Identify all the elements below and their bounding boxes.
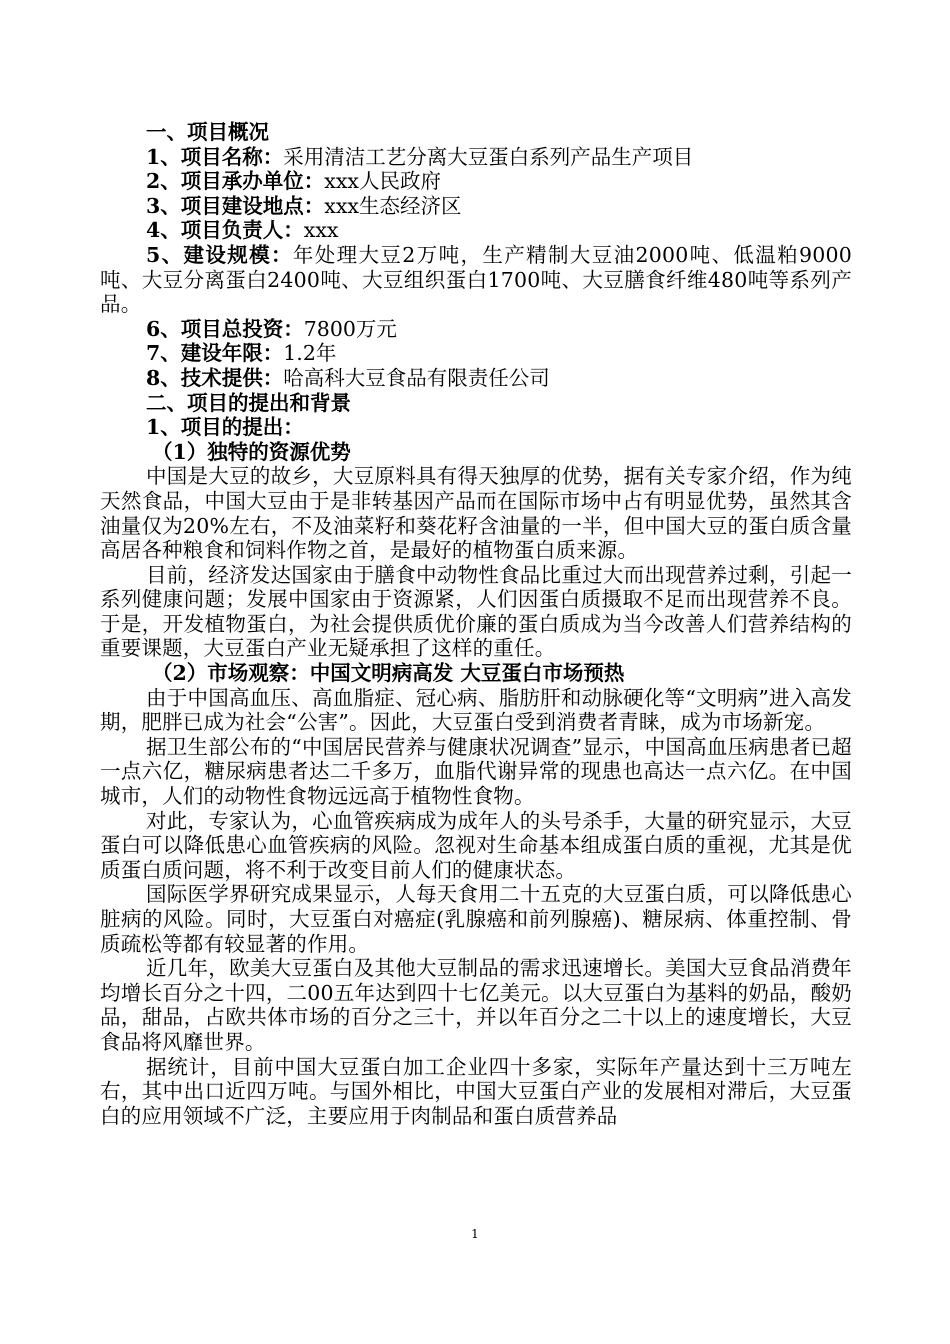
section-heading-overview: 一、项目概况 [146, 120, 269, 144]
item-value: xxx人民政府 [324, 169, 441, 194]
paragraph: 近几年，欧美大豆蛋白及其他大豆制品的需求迅速增长。美国大豆食品消费年均增长百分之十四，二00五年达到四十七亿美元。以大豆蛋白为基料的奶品，酸奶品，甜品，占欧共体市场的百分之三十，并以年百分之二十以上的速度增长，大豆食品将风靡世界。 [100, 956, 852, 1054]
item-label: 4、项目负责人： [146, 218, 304, 243]
item-value: 1.2年 [283, 341, 337, 366]
item-person-in-charge [100, 218, 852, 243]
item-host-unit [100, 169, 852, 194]
item-label: 6、项目总投资： [146, 316, 304, 341]
section-heading-background: 二、项目的提出和背景 [146, 390, 351, 415]
part-heading-market: （2）市场观察：中国文明病高发 大豆蛋白市场预热 [152, 661, 625, 686]
paragraph: 国际医学界研究成果显示，人每天食用二十五克的大豆蛋白质，可以降低患心脏病的风险。同时，大豆蛋白对癌症(乳腺癌和前列腺癌)、糖尿病、体重控制、骨质疏松等都有较显著的作用。 [100, 882, 852, 956]
paragraph: 据卫生部公布的“中国居民营养与健康状况调查”显示，中国高血压病患者已超一点六亿，糖尿病患者达二千多万，血脂代谢异常的现患也高达一点六亿。在中国城市，人们的动物性食物远远高于植物性食物。 [100, 734, 852, 809]
item-label: 5、建设规模： [146, 242, 293, 267]
item-label: 3、项目建设地点： [146, 193, 325, 218]
item-value: 采用清洁工艺分离大豆蛋白系列产品生产项目 [283, 144, 694, 169]
paragraph: 目前，经济发达国家由于膳食中动物性食品比重过大而出现营养过剩，引起一系列健康问题；发展中国家由于资源紧，人们因蛋白质摄取不足而出现营养不良。于是，开发植物蛋白，为社会提供质优价廉的蛋白质成为当今改善人们营养结构的重要课题，大豆蛋白产业无疑承担了这样的重任。 [100, 562, 852, 661]
item-label: 8、技术提供： [146, 365, 284, 390]
item-value: xxx [303, 218, 339, 243]
part-heading-resource: （1）独特的资源优势 [152, 439, 351, 464]
document-page [100, 120, 852, 1128]
item-value: 哈高科大豆食品有限责任公司 [283, 365, 550, 390]
item-label: 2、项目承办单位： [146, 169, 325, 194]
item-scale [100, 243, 852, 317]
item-value: xxx生态经济区 [324, 193, 462, 218]
item-investment [100, 317, 852, 342]
item-value: 年处理大豆2万吨，生产精制大豆油2000吨、低温粕9000吨、大豆分离蛋白2400吨、大豆组织蛋白1700吨、大豆膳食纤维480吨等系列产品。 [100, 242, 852, 317]
item-duration [100, 341, 852, 366]
paragraph: 由于中国高血压、高血脂症、冠心病、脂肪肝和动脉硬化等“文明病”进入高发期，肥胖已成为社会“公害”。因此，大豆蛋白受到消费者青睐，成为市场新宠。 [100, 685, 852, 735]
item-value: 7800万元 [303, 316, 397, 341]
paragraph: 据统计，目前中国大豆蛋白加工企业四十多家，实际年产量达到十三万吨左右，其中出口近四万吨。与国外相比，中国大豆蛋白产业的发展相对滞后，大豆蛋白的应用领域不广泛，主要应用于肉制品和蛋白质营养品 [100, 1054, 852, 1128]
item-project-name [100, 145, 852, 170]
item-technology [100, 366, 852, 391]
item-label: 7、建设年限： [146, 341, 284, 366]
page-number: 1 [471, 1227, 479, 1241]
item-location [100, 194, 852, 219]
subsection-heading-proposal: 1、项目的提出： [146, 415, 304, 440]
paragraph: 对此，专家认为，心血管疾病成为成年人的头号杀手，大量的研究显示，大豆蛋白可以降低患心血管疾病的风险。忽视对生命基本组成蛋白质的重视，尤其是优质蛋白质问题，将不利于改变目前人们的健康状态。 [100, 808, 852, 882]
paragraph: 中国是大豆的故乡，大豆原料具有得天独厚的优势，据有关专家介绍，作为纯天然食品，中国大豆由于是非转基因产品而在国际市场中占有明显优势，虽然其含油量仅为20%左右，不及油菜籽和葵花籽含油量的一半，但中国大豆的蛋白质含量高居各种粮食和饲料作物之首，是最好的植物蛋白质来源。 [100, 464, 852, 563]
item-label: 1、项目名称： [146, 144, 284, 169]
